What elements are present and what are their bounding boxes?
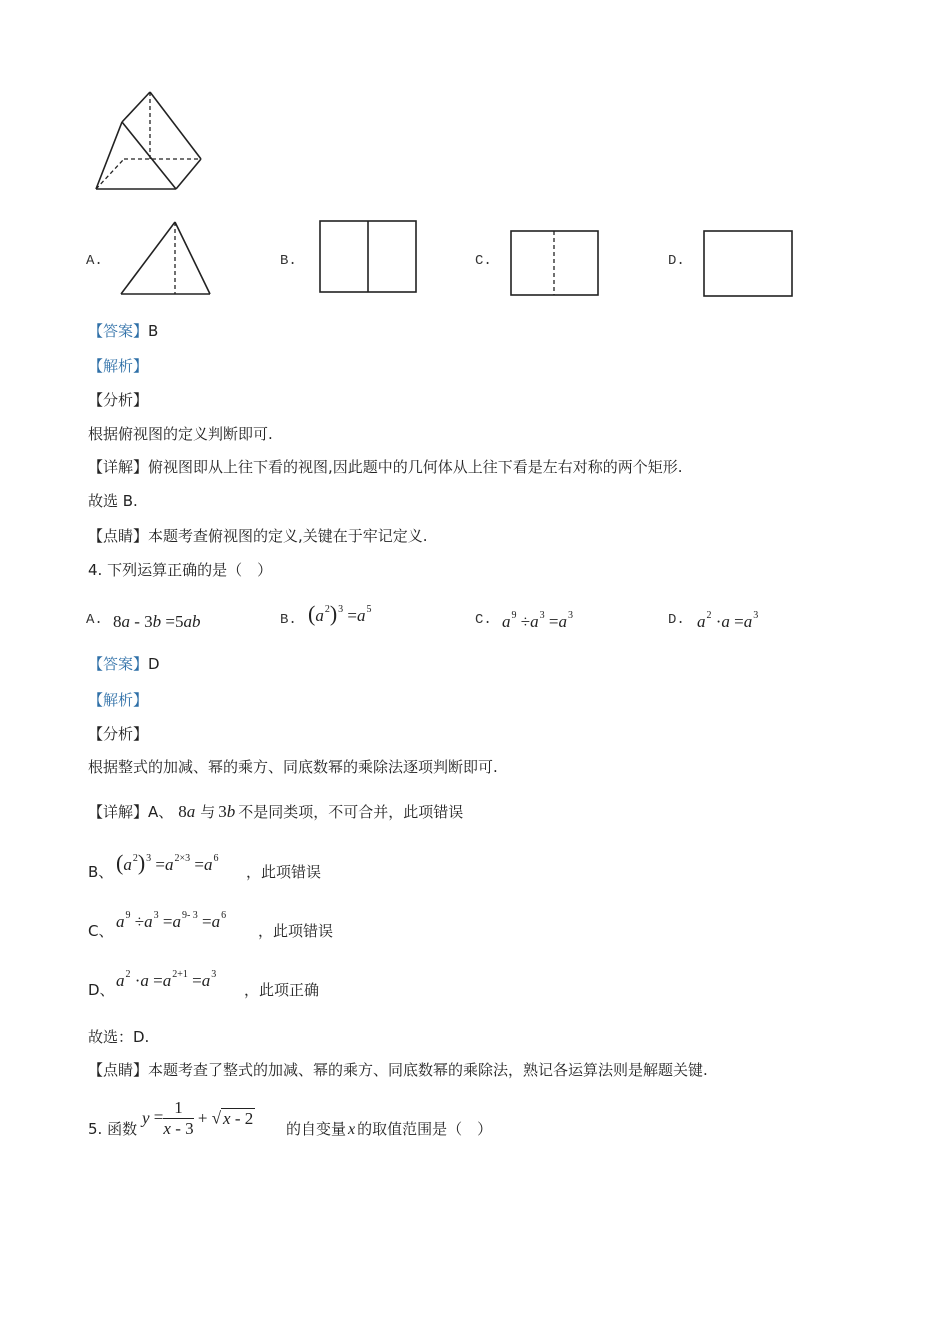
q4-dianjing-text: 本题考查了整式的加减、幂的乘方、同底数幂的乘除法，熟记各运算法则是解题关键. xyxy=(148,1061,708,1079)
q3-fenxi-text: 根据俯视图的定义判断即可. xyxy=(88,425,273,443)
q3-xiangjie-text: 俯视图即从上往下看的视图,因此题中的几何体从上往下看是左右对称的两个矩形. xyxy=(148,458,683,476)
q4-xj-a-mid: 与 xyxy=(200,803,216,821)
q4-stem: 4. 下列运算正确的是（ ） xyxy=(88,561,273,579)
q4-answer xyxy=(88,654,160,674)
q5-function-expr: y = $\frac{1}{x - 3}$ + √ x - 2 xyxy=(142,1098,254,1138)
q4-xiangjie-tag: 【详解】 xyxy=(88,803,149,821)
q3-dianjing-tag: 【点睛】 xyxy=(88,527,149,545)
q3-xiangjie-tag: 【详解】 xyxy=(88,458,149,476)
q4-xj-a-suffix: 不是同类项，不可合并，此项错误 xyxy=(238,803,464,821)
q3-answer-value: B xyxy=(148,322,159,340)
q4-option-d-label: D. xyxy=(668,612,685,628)
q4-option-a-label: A. xyxy=(86,612,103,628)
q3-option-b-label: B. xyxy=(280,253,297,269)
q3-fenxi-tag: 【分析】 xyxy=(88,391,149,409)
q3-jiexi-tag: 【解析】 xyxy=(88,357,149,375)
q4-xj-b-expr: $(a^2)^3 =a^{2\times 3} =a^6$ xyxy=(116,850,219,875)
q3-dianjing xyxy=(88,526,428,546)
q4-xj-d-label: D、 xyxy=(88,981,115,999)
q4-option-b-expr: $(a^2)^3 =a^5$ xyxy=(308,601,372,626)
q3-option-d-label: D. xyxy=(668,253,685,269)
q4-xj-d-expr: $a^2 \cdot a =a^{2+1} =a^3$ xyxy=(116,969,217,990)
q4-xj-c-expr: $a^9 \div a^3 =a^{9- 3} =a^6$ xyxy=(116,910,227,931)
q4-xj-b-suffix: ，此项错误 xyxy=(246,863,322,881)
q3-option-a-figure xyxy=(118,219,213,299)
q3-option-a-label: A. xyxy=(86,253,103,269)
q4-dianjing xyxy=(88,1060,708,1080)
q4-answer-value: D xyxy=(148,655,160,673)
q4-jiexi-tag: 【解析】 xyxy=(88,691,149,709)
q3-dianjing-text: 本题考查俯视图的定义,关键在于牢记定义. xyxy=(148,527,428,545)
q3-xiangjie xyxy=(88,457,683,477)
q3-option-d-figure xyxy=(702,229,796,299)
q4-option-d-expr: $a^2 \cdot a =a^3$ xyxy=(697,610,759,631)
q4-answer-tag: 【答案】 xyxy=(88,655,149,673)
q4-option-c-label: C. xyxy=(475,612,492,628)
prism-figure xyxy=(90,88,210,198)
q4-option-c-expr: $a^9 \div a^3 =a^3$ xyxy=(502,610,573,631)
q5-stem-suffix-2: 的取值范围是（ ） xyxy=(357,1120,493,1138)
q5-stem-suffix xyxy=(286,1119,492,1140)
q4-xj-a-prefix: A、 xyxy=(148,803,174,821)
q3-option-c-figure xyxy=(509,229,601,299)
q5-stem-var: x xyxy=(348,1121,356,1138)
q5-fraction: $\frac{1}{x - 3}$ xyxy=(163,1098,194,1138)
q4-option-b-label: B. xyxy=(280,612,297,628)
q4-xj-c-label: C、 xyxy=(88,922,114,940)
q4-xj-a-term2: 3b xyxy=(218,802,236,821)
q5-stem-suffix-1: 的自变量 xyxy=(286,1120,347,1138)
q3-option-b-figure xyxy=(318,219,420,295)
q4-xj-d-suffix: ，此项正确 xyxy=(244,981,320,999)
q5-stem-prefix: 5. 函数 xyxy=(88,1120,138,1138)
q4-xj-b-label: B、 xyxy=(88,863,114,881)
q4-fenxi-tag: 【分析】 xyxy=(88,725,149,743)
q4-xj-c-suffix: ，此项错误 xyxy=(258,922,334,940)
q3-answer xyxy=(88,321,158,341)
q4-xj-a-term1: 8a xyxy=(178,802,196,821)
q3-option-c-label: C. xyxy=(475,253,492,269)
q4-fenxi-text: 根据整式的加减、幂的乘方、同底数幂的乘除法逐项判断即可. xyxy=(88,758,498,776)
q3-answer-tag: 【答案】 xyxy=(88,322,149,340)
q4-xiangjie-a xyxy=(88,802,463,822)
q4-dianjing-tag: 【点睛】 xyxy=(88,1061,149,1079)
q4-option-a-expr: 8a - 3b =5ab xyxy=(113,612,201,631)
q4-guxuan: 故选：D. xyxy=(88,1028,150,1046)
q3-guxuan: 故选 B. xyxy=(88,492,138,510)
